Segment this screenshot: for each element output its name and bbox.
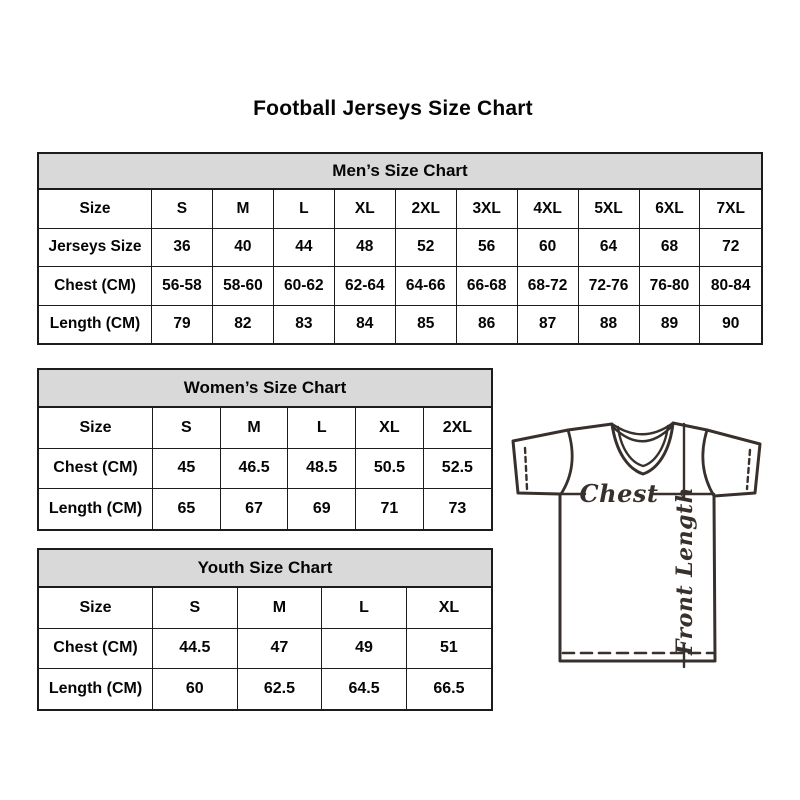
chest-label: Chest xyxy=(579,479,659,508)
value-cell: 66.5 xyxy=(406,669,491,709)
row-label-cell: Chest (CM) xyxy=(39,267,152,306)
table-row xyxy=(39,669,491,709)
mens-table-title: Men’s Size Chart xyxy=(39,154,761,190)
value-cell: 85 xyxy=(395,305,456,343)
value-cell: M xyxy=(237,588,322,628)
value-cell: 36 xyxy=(152,228,213,267)
value-cell: 48 xyxy=(334,228,395,267)
value-cell: 60 xyxy=(517,228,578,267)
row-label-cell: Chest (CM) xyxy=(39,448,153,489)
table-row xyxy=(39,489,491,529)
table-row xyxy=(39,588,491,628)
value-cell: 51 xyxy=(406,628,491,669)
value-cell: 71 xyxy=(356,489,424,529)
table-row xyxy=(39,628,491,669)
value-cell: 66-68 xyxy=(456,267,517,306)
youth-size-table xyxy=(37,548,493,711)
row-label-cell: Length (CM) xyxy=(39,305,152,343)
value-cell: S xyxy=(153,408,221,448)
value-cell: 60-62 xyxy=(273,267,334,306)
value-cell: 76-80 xyxy=(639,267,700,306)
youth-table-title: Youth Size Chart xyxy=(39,550,491,588)
value-cell: 72 xyxy=(700,228,761,267)
table-row xyxy=(39,448,491,489)
womens-table-title: Women’s Size Chart xyxy=(39,370,491,408)
womens-table-grid xyxy=(39,408,491,529)
value-cell: 84 xyxy=(334,305,395,343)
value-cell: 67 xyxy=(220,489,288,529)
mens-size-table xyxy=(37,152,763,345)
value-cell: 68 xyxy=(639,228,700,267)
table-row xyxy=(39,408,491,448)
value-cell: L xyxy=(322,588,407,628)
value-cell: 6XL xyxy=(639,190,700,228)
value-cell: M xyxy=(220,408,288,448)
value-cell: 49 xyxy=(322,628,407,669)
value-cell: 5XL xyxy=(578,190,639,228)
value-cell: 3XL xyxy=(456,190,517,228)
value-cell: 48.5 xyxy=(288,448,356,489)
front-length-label: Front Length xyxy=(672,486,698,656)
value-cell: 2XL xyxy=(423,408,491,448)
value-cell: 50.5 xyxy=(356,448,424,489)
value-cell: 69 xyxy=(288,489,356,529)
value-cell: 86 xyxy=(456,305,517,343)
value-cell: 62-64 xyxy=(334,267,395,306)
row-label-cell: Jerseys Size xyxy=(39,228,152,267)
value-cell: 56 xyxy=(456,228,517,267)
jersey-measurement-diagram xyxy=(498,402,798,680)
value-cell: 44 xyxy=(273,228,334,267)
row-label-cell: Size xyxy=(39,588,153,628)
value-cell: 44.5 xyxy=(153,628,238,669)
value-cell: 52 xyxy=(395,228,456,267)
value-cell: 56-58 xyxy=(152,267,213,306)
value-cell: 7XL xyxy=(700,190,761,228)
mens-table-grid xyxy=(39,190,761,343)
value-cell: 64 xyxy=(578,228,639,267)
value-cell: S xyxy=(152,190,213,228)
value-cell: S xyxy=(153,588,238,628)
value-cell: 45 xyxy=(153,448,221,489)
jersey-outline xyxy=(513,423,760,661)
value-cell: 4XL xyxy=(517,190,578,228)
value-cell: 82 xyxy=(212,305,273,343)
row-label-cell: Chest (CM) xyxy=(39,628,153,669)
jersey-diagram-svg xyxy=(498,402,798,680)
value-cell: 89 xyxy=(639,305,700,343)
value-cell: 80-84 xyxy=(700,267,761,306)
row-label-cell: Length (CM) xyxy=(39,489,153,529)
value-cell: 60 xyxy=(153,669,238,709)
value-cell: 90 xyxy=(700,305,761,343)
row-label-cell: Size xyxy=(39,190,152,228)
row-label-cell: Length (CM) xyxy=(39,669,153,709)
value-cell: 83 xyxy=(273,305,334,343)
row-label-cell: Size xyxy=(39,408,153,448)
value-cell: XL xyxy=(406,588,491,628)
value-cell: XL xyxy=(356,408,424,448)
value-cell: M xyxy=(212,190,273,228)
youth-table-grid xyxy=(39,588,491,709)
value-cell: L xyxy=(273,190,334,228)
value-cell: 62.5 xyxy=(237,669,322,709)
value-cell: 47 xyxy=(237,628,322,669)
page-title: Football Jerseys Size Chart xyxy=(253,97,533,120)
value-cell: 2XL xyxy=(395,190,456,228)
value-cell: L xyxy=(288,408,356,448)
value-cell: 64-66 xyxy=(395,267,456,306)
value-cell: 64.5 xyxy=(322,669,407,709)
value-cell: 46.5 xyxy=(220,448,288,489)
value-cell: 52.5 xyxy=(423,448,491,489)
table-row xyxy=(39,305,761,343)
value-cell: 68-72 xyxy=(517,267,578,306)
value-cell: 40 xyxy=(212,228,273,267)
womens-size-table xyxy=(37,368,493,531)
value-cell: 87 xyxy=(517,305,578,343)
value-cell: 72-76 xyxy=(578,267,639,306)
table-row xyxy=(39,228,761,267)
table-row xyxy=(39,267,761,306)
value-cell: 88 xyxy=(578,305,639,343)
value-cell: 79 xyxy=(152,305,213,343)
value-cell: 73 xyxy=(423,489,491,529)
value-cell: XL xyxy=(334,190,395,228)
value-cell: 65 xyxy=(153,489,221,529)
table-row xyxy=(39,190,761,228)
value-cell: 58-60 xyxy=(212,267,273,306)
